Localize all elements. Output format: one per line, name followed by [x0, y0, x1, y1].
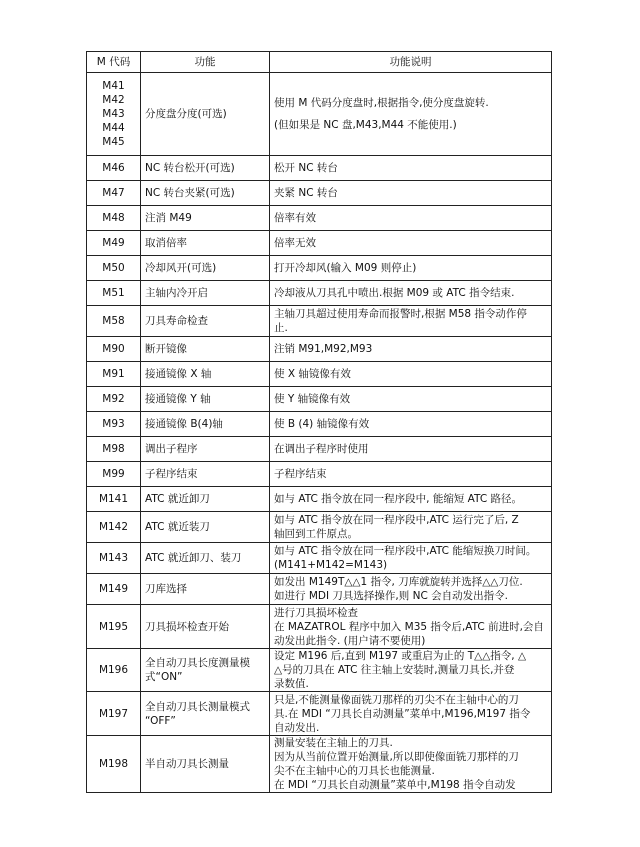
- description-text: △号的刀具在 ATC 往主轴上安装时,测量刀具长,并登: [274, 664, 515, 676]
- line-gap: [274, 110, 547, 118]
- description-text: 夹紧 NC 转台: [274, 187, 338, 199]
- code-text: M48: [102, 212, 125, 224]
- description-text: 使 B (4) 轴镜像有效: [274, 418, 370, 430]
- description-text: 测量安装在主轴上的刀具.: [274, 737, 393, 749]
- cell-code: [87, 73, 141, 156]
- function-text: 刀具寿命检查: [145, 315, 208, 327]
- cell-code: [87, 256, 141, 281]
- description-text: 倍率有效: [274, 212, 316, 224]
- cell-description: [270, 73, 552, 156]
- cell-code: [87, 512, 141, 543]
- description-text: 在调出子程序时使用: [274, 443, 369, 455]
- code-text: M90: [102, 343, 125, 355]
- cell-description: [270, 692, 552, 736]
- cell-function: [141, 649, 270, 692]
- table-row: [87, 231, 552, 256]
- cell-description: [270, 181, 552, 206]
- description-text: 如与 ATC 指令放在同一程序段中,ATC 运行完了后, Z: [274, 514, 519, 526]
- function-text: 子程序结束: [145, 468, 198, 480]
- header-code: M 代码: [87, 52, 141, 73]
- function-text: NC 转台夹紧(可选): [145, 187, 235, 199]
- cell-function: [141, 736, 270, 793]
- description-text: 使 X 轴镜像有效: [274, 368, 351, 380]
- table-row: [87, 306, 552, 337]
- cell-code: [87, 306, 141, 337]
- table-row: [87, 736, 552, 793]
- table-row: [87, 437, 552, 462]
- function-text: 冷却风开(可选): [145, 262, 217, 274]
- code-text: M51: [102, 287, 125, 299]
- cell-description: [270, 487, 552, 512]
- description-text: (M141+M142=M143): [274, 559, 388, 571]
- function-text: 接通镜像 Y 轴: [145, 393, 211, 405]
- function-text: 刀具损坏检查开始: [145, 620, 229, 633]
- cell-code: [87, 462, 141, 487]
- description-text: 录数值.: [274, 678, 309, 690]
- table-row: [87, 692, 552, 736]
- cell-code: [87, 487, 141, 512]
- table-row: [87, 337, 552, 362]
- cell-function: [141, 462, 270, 487]
- cell-code: [87, 543, 141, 574]
- function-text: 取消倍率: [145, 237, 187, 249]
- code-text: M45: [102, 136, 125, 148]
- header-description: 功能说明: [270, 52, 552, 73]
- cell-description: [270, 605, 552, 649]
- code-text: M197: [98, 707, 129, 720]
- cell-description: [270, 231, 552, 256]
- cell-description: [270, 462, 552, 487]
- cell-function: [141, 512, 270, 543]
- cell-description: [270, 412, 552, 437]
- description-text: (但如果是 NC 盘,M43,M44 不能使用.): [274, 119, 457, 131]
- cell-function: [141, 281, 270, 306]
- table-row: [87, 156, 552, 181]
- description-text: 如发出 M149T△△1 指令, 刀库就旋转并选择△△刀位.: [274, 576, 523, 588]
- cell-code: [87, 605, 141, 649]
- description-text: 子程序结束: [274, 468, 327, 480]
- table-row: [87, 487, 552, 512]
- table-row: [87, 512, 552, 543]
- cell-description: [270, 337, 552, 362]
- cell-function: [141, 362, 270, 387]
- cell-code: [87, 337, 141, 362]
- code-text: M46: [102, 162, 125, 174]
- cell-description: [270, 437, 552, 462]
- cell-function: [141, 306, 270, 337]
- code-text: M50: [102, 262, 125, 274]
- cell-code: [87, 574, 141, 605]
- cell-function: [141, 437, 270, 462]
- function-text: 注消 M49: [145, 212, 192, 224]
- code-text: M93: [102, 418, 125, 430]
- function-text: 主轴内冷开启: [145, 287, 208, 299]
- cell-description: [270, 649, 552, 692]
- function-text: 全自动刀具长测量模式: [145, 700, 250, 713]
- table-row: [87, 181, 552, 206]
- description-text: 松开 NC 转台: [274, 162, 338, 174]
- table-row: [87, 574, 552, 605]
- cell-function: [141, 605, 270, 649]
- table-row: [87, 649, 552, 692]
- cell-code: [87, 692, 141, 736]
- description-text: 轴回到工件原点。: [274, 528, 358, 540]
- description-text: 如进行 MDI 刀具选择操作,则 NC 会自动发出指令.: [274, 590, 508, 602]
- cell-function: [141, 73, 270, 156]
- code-text: M91: [102, 368, 125, 380]
- cell-code: [87, 281, 141, 306]
- description-text: 止.: [274, 322, 288, 334]
- code-text: M44: [102, 122, 125, 134]
- cell-description: [270, 256, 552, 281]
- function-text: “OFF”: [145, 714, 176, 727]
- description-text: 具.在 MDI “刀具长自动测量”菜单中,M196,M197 指令: [274, 707, 531, 720]
- description-text: 在 MAZATROL 程序中加入 M35 指令后,ATC 前进时,会自: [274, 620, 544, 633]
- description-text: 注销 M91,M92,M93: [274, 343, 373, 355]
- function-text: 调出子程序: [145, 443, 198, 455]
- cell-description: [270, 362, 552, 387]
- table-row: [87, 256, 552, 281]
- code-text: M92: [102, 393, 125, 405]
- cell-description: [270, 206, 552, 231]
- description-text: 使 Y 轴镜像有效: [274, 393, 351, 405]
- cell-function: [141, 337, 270, 362]
- function-text: ATC 就近卸刀、装刀: [145, 552, 242, 564]
- description-text: 动发出此指令. (用户请不要使用): [274, 634, 426, 647]
- cell-code: [87, 387, 141, 412]
- cell-function: [141, 181, 270, 206]
- cell-code: [87, 362, 141, 387]
- code-text: M99: [102, 468, 125, 480]
- cell-function: [141, 412, 270, 437]
- cell-code: [87, 412, 141, 437]
- description-text: 因为从当前位置开始测量,所以即使像面铣刀那样的刀: [274, 751, 519, 763]
- function-text: 接通镜像 X 轴: [145, 368, 212, 380]
- code-text: M198: [98, 758, 129, 770]
- description-text: 使用 M 代码分度盘时,根据指令,使分度盘旋转.: [274, 97, 489, 109]
- description-text: 设定 M196 后,直到 M197 或重启为止的 T△△指令, △: [274, 650, 527, 662]
- function-text: 刀库选择: [145, 583, 187, 595]
- code-text: M98: [102, 443, 125, 455]
- code-text: M195: [98, 620, 129, 633]
- function-text: NC 转台松开(可选): [145, 162, 235, 174]
- description-text: 打开冷却风(输入 M09 则停止): [274, 262, 417, 274]
- table-row: [87, 281, 552, 306]
- cell-function: [141, 256, 270, 281]
- code-text: M196: [98, 664, 129, 676]
- code-text: M149: [98, 583, 129, 595]
- cell-function: [141, 387, 270, 412]
- function-text: ATC 就近装刀: [145, 521, 210, 533]
- table-header-row: [87, 52, 552, 73]
- function-text: 分度盘分度(可选): [145, 108, 227, 120]
- function-text: 式“ON”: [145, 671, 183, 683]
- function-text: 全自动刀具长度测量模: [145, 657, 250, 669]
- code-text: M143: [98, 552, 129, 564]
- cell-description: [270, 387, 552, 412]
- cell-code: [87, 181, 141, 206]
- table-row: [87, 605, 552, 649]
- cell-function: [141, 231, 270, 256]
- code-text: M43: [102, 108, 125, 120]
- cell-code: [87, 231, 141, 256]
- cell-function: [141, 574, 270, 605]
- cell-function: [141, 156, 270, 181]
- description-text: 如与 ATC 指令放在同一程序段中, 能缩短 ATC 路径。: [274, 493, 523, 505]
- description-text: 尖不在主轴中心的刀具长也能测量.: [274, 765, 435, 777]
- cell-description: [270, 543, 552, 574]
- cell-description: [270, 512, 552, 543]
- code-text: M41: [102, 80, 125, 92]
- description-text: 只是,不能测量像面铣刀那样的刃尖不在主轴中心的刀: [274, 693, 519, 706]
- table-row: [87, 462, 552, 487]
- cell-function: [141, 487, 270, 512]
- table-row: [87, 73, 552, 156]
- description-text: 主轴刀具超过使用寿命而报警时,根据 M58 指令动作停: [274, 308, 527, 320]
- cell-function: [141, 543, 270, 574]
- description-text: 自动发出.: [274, 721, 320, 734]
- cell-function: [141, 692, 270, 736]
- code-text: M42: [102, 94, 125, 106]
- function-text: 断开镜像: [145, 343, 187, 355]
- cell-description: [270, 736, 552, 793]
- table-row: [87, 412, 552, 437]
- cell-code: [87, 206, 141, 231]
- table-row: [87, 387, 552, 412]
- description-text: 冷却液从刀具孔中喷出.根据 M09 或 ATC 指令结束.: [274, 287, 515, 299]
- description-text: 如与 ATC 指令放在同一程序段中,ATC 能缩短换刀时间。: [274, 545, 537, 557]
- function-text: 接通镜像 B(4)轴: [145, 418, 223, 430]
- cell-code: [87, 156, 141, 181]
- code-text: M141: [98, 493, 129, 505]
- code-text: M142: [98, 521, 129, 533]
- table-row: [87, 543, 552, 574]
- description-text: 在 MDI “刀具长自动测量”菜单中,M198 指令自动发: [274, 779, 516, 791]
- table-row: [87, 362, 552, 387]
- code-text: M47: [102, 187, 125, 199]
- cell-code: [87, 437, 141, 462]
- m-code-table: [86, 51, 552, 793]
- cell-description: [270, 281, 552, 306]
- description-text: 倍率无效: [274, 237, 316, 249]
- cell-description: [270, 156, 552, 181]
- function-text: ATC 就近卸刀: [145, 493, 210, 505]
- cell-description: [270, 306, 552, 337]
- cell-function: [141, 206, 270, 231]
- code-text: M49: [102, 237, 125, 249]
- table-row: [87, 206, 552, 231]
- cell-code: [87, 649, 141, 692]
- function-text: 半自动刀具长测量: [145, 758, 229, 770]
- description-text: 进行刀具损坏检查: [274, 606, 358, 619]
- code-text: M58: [102, 315, 125, 327]
- header-function: 功能: [141, 52, 270, 73]
- cell-code: [87, 736, 141, 793]
- cell-description: [270, 574, 552, 605]
